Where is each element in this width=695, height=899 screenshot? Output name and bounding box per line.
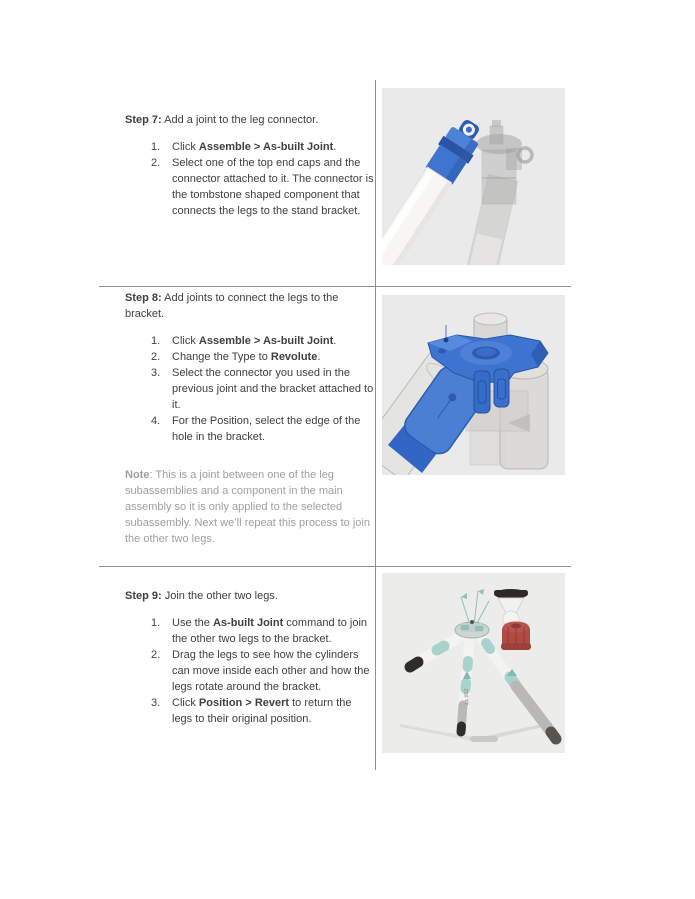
list-item-text <box>172 647 374 695</box>
step9-heading-text: Join the other two legs. <box>161 590 278 602</box>
note-text: : This is a joint between one of the leg subassemblies and a component in the main assembly so it is only applied to the selected subassembly. Next we’ll repeat this process to join the other two legs. <box>125 469 370 545</box>
step7-list <box>125 139 377 219</box>
bold-command-name: Assemble > As-built Joint <box>198 141 334 153</box>
step8-heading <box>125 290 377 322</box>
dimension-label: 44.852 <box>463 688 471 706</box>
step8-image <box>382 295 565 475</box>
text-run: For the Position, select the edge of the hole in the bracket. <box>172 415 361 443</box>
list-item <box>125 413 377 445</box>
bold-command-name: As-built Joint <box>212 617 284 629</box>
text-run: command to join the other two legs to the bracket. <box>172 617 368 645</box>
step9-instructions <box>125 588 377 727</box>
list-item <box>125 615 377 647</box>
joint-origin-marker <box>444 338 449 343</box>
list-item-text <box>172 139 374 155</box>
step8-note <box>125 467 373 547</box>
list-item-text <box>172 333 374 349</box>
step7-image <box>382 88 565 265</box>
step9-heading <box>125 588 377 604</box>
step7-instructions <box>125 112 377 219</box>
step7-render <box>382 88 565 265</box>
list-item-number: 3. <box>151 697 161 709</box>
list-item-text <box>172 349 374 365</box>
text-run: . <box>333 335 337 347</box>
list-item-text <box>172 155 374 219</box>
list-item-number: 4. <box>151 415 161 427</box>
list-item-text <box>172 695 374 727</box>
list-item-number: 1. <box>151 617 161 629</box>
text-run: Select the connector you used in the previous joint and the bracket attached to it. <box>172 367 374 411</box>
bold-command-name: Revolute <box>270 351 318 363</box>
step9-list <box>125 615 377 727</box>
note-label: Note <box>125 469 150 481</box>
text-run: Select one of the top end caps and the connector attached to it. The connector is the tombstone shaped component that connects the legs to the stand bracket. <box>172 157 374 217</box>
text-run: Drag the legs to see how the cylinders can move inside each other and how the legs rotate around the bracket. <box>172 649 370 693</box>
list-item <box>125 139 377 155</box>
list-item-number: 3. <box>151 367 161 379</box>
list-item-text <box>172 615 374 647</box>
row-divider-1 <box>99 286 571 287</box>
list-item <box>125 647 377 695</box>
list-item <box>125 333 377 349</box>
list-item <box>125 155 377 219</box>
text-run: Click <box>172 335 199 347</box>
step8-instructions <box>125 290 377 445</box>
text-run: Use the <box>172 617 213 629</box>
text-run: to return the legs to their original position. <box>172 697 352 725</box>
step8-render <box>382 295 565 475</box>
list-item-text <box>172 413 374 445</box>
list-item-number: 2. <box>151 649 161 661</box>
text-run: Change the Type to <box>172 351 271 363</box>
list-item-number: 2. <box>151 157 161 169</box>
step7-heading-text: Add a joint to the leg connector. <box>161 114 319 126</box>
red-knob <box>501 622 531 651</box>
step9-heading-label: Step 9: <box>125 590 162 602</box>
list-item-number: 1. <box>151 141 161 153</box>
step7-heading-label: Step 7: <box>125 114 162 126</box>
text-run: . <box>317 351 321 363</box>
step9-render <box>382 573 565 753</box>
bold-command-name: Position > Revert <box>198 697 290 709</box>
step9-image <box>382 573 565 753</box>
row-divider-2 <box>99 566 571 567</box>
text-run: Click <box>172 697 199 709</box>
text-run: . <box>333 141 337 153</box>
list-item <box>125 695 377 727</box>
step7-heading <box>125 112 377 128</box>
bold-command-name: Assemble > As-built Joint <box>198 335 334 347</box>
list-item <box>125 349 377 365</box>
step8-list <box>125 333 377 445</box>
text-run: Click <box>172 141 199 153</box>
step8-heading-text: Add joints to connect the legs to the bracket. <box>125 292 339 320</box>
list-item-number: 1. <box>151 335 161 347</box>
list-item-text <box>172 365 374 413</box>
step8-heading-label: Step 8: <box>125 292 162 304</box>
list-item <box>125 365 377 413</box>
list-item-number: 2. <box>151 351 161 363</box>
